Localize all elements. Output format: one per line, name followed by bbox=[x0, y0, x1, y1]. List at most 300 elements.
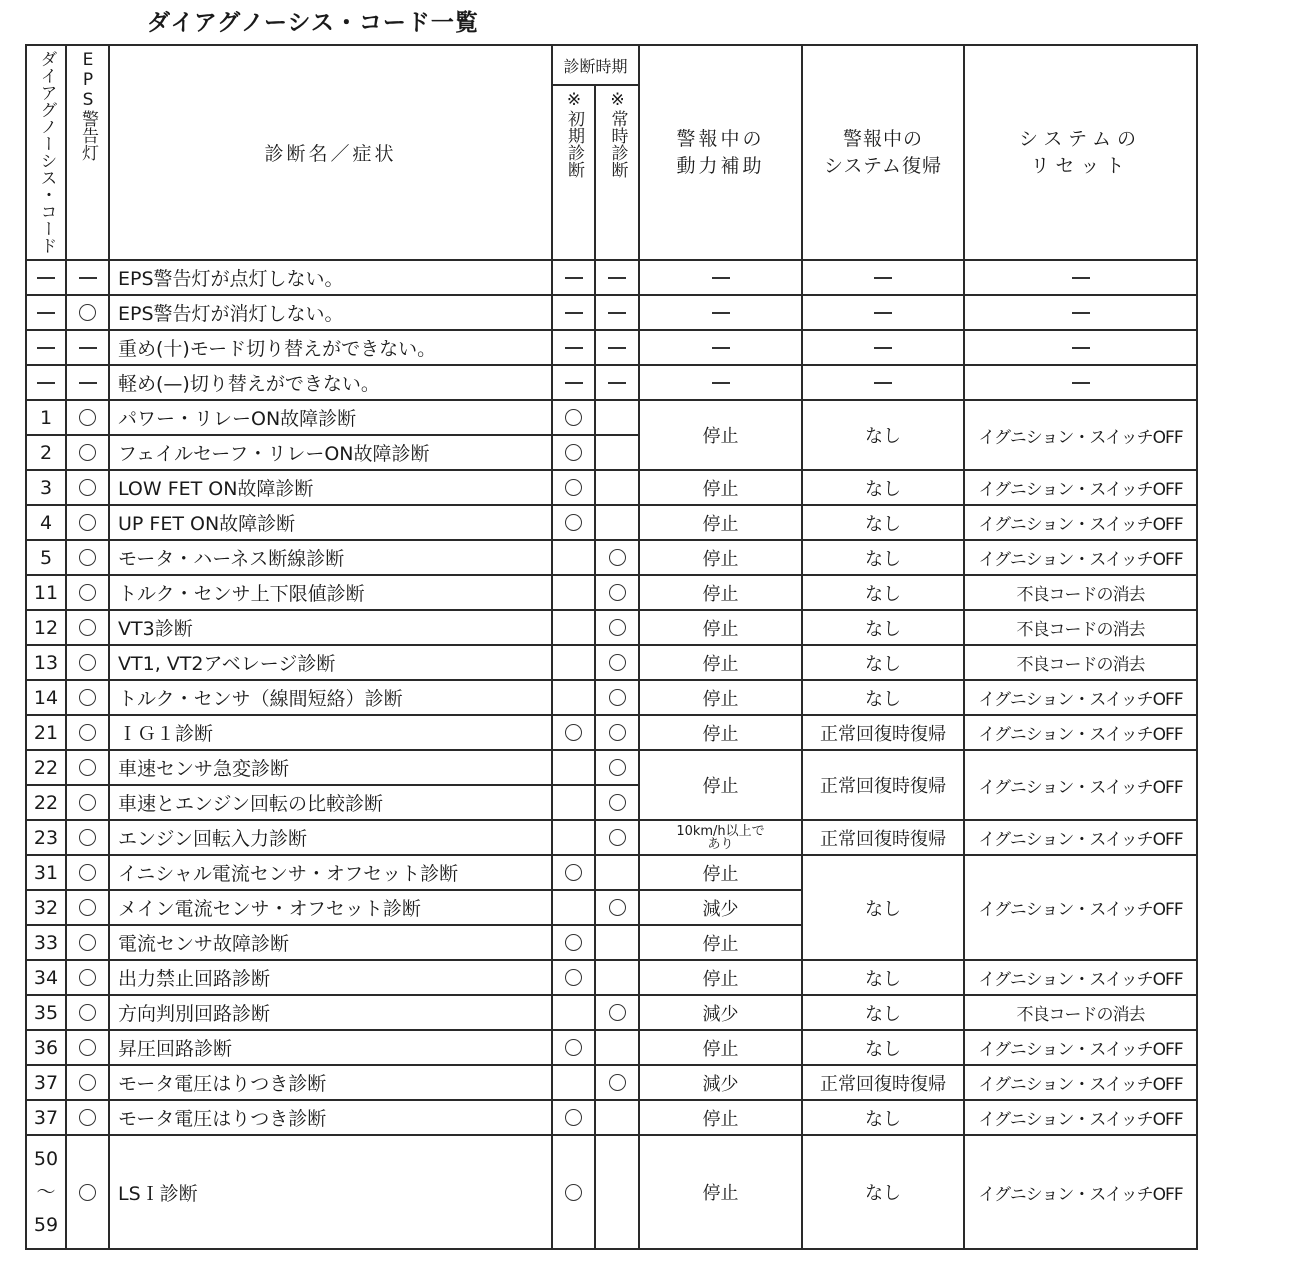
reset-cell bbox=[964, 365, 1197, 400]
code-cell bbox=[26, 295, 66, 330]
dash-mark-icon bbox=[37, 347, 55, 349]
recover-cell: なし bbox=[802, 1030, 964, 1065]
initial-diagnosis-cell bbox=[552, 1065, 595, 1100]
assist-cell: 停止 bbox=[639, 715, 802, 750]
initial-diagnosis-cell bbox=[552, 505, 595, 540]
assist-cell: 停止 bbox=[639, 400, 802, 470]
code-cell: 5 bbox=[26, 540, 66, 575]
dash-mark-icon bbox=[712, 312, 730, 314]
reset-cell: イグニション・スイッチOFF bbox=[964, 540, 1197, 575]
diagnosis-name-cell: トルク・センサ（線間短絡）診断 bbox=[109, 680, 552, 715]
assist-cell: 停止 bbox=[639, 610, 802, 645]
constant-diagnosis-cell bbox=[595, 330, 639, 365]
header-name bbox=[109, 45, 552, 260]
eps-lamp-cell bbox=[66, 470, 109, 505]
page-title: ダイアグノーシス・コード一覧 bbox=[147, 10, 479, 36]
diagnosis-name-cell: UP FET ON故障診断 bbox=[109, 505, 552, 540]
reset-cell: イグニション・スイッチOFF bbox=[964, 715, 1197, 750]
header-code-label: ダイアグノーシス・コード bbox=[36, 50, 57, 254]
reset-cell: イグニション・スイッチOFF bbox=[964, 1030, 1197, 1065]
dash-mark-icon bbox=[1072, 277, 1090, 279]
circle-mark-icon bbox=[79, 899, 96, 916]
eps-lamp-cell bbox=[66, 575, 109, 610]
table-row bbox=[26, 715, 1197, 750]
circle-mark-icon bbox=[79, 794, 96, 811]
recover-cell: なし bbox=[802, 1100, 964, 1135]
dash-mark-icon bbox=[712, 347, 730, 349]
diagnosis-name-cell: LSＩ診断 bbox=[109, 1135, 552, 1249]
recover-cell: なし bbox=[802, 470, 964, 505]
assist-cell: 減少 bbox=[639, 995, 802, 1030]
constant-diagnosis-cell bbox=[595, 470, 639, 505]
header-name-label: 診断名／症状 bbox=[264, 143, 397, 165]
diagnosis-name-cell: モータ電圧はりつき診断 bbox=[109, 1100, 552, 1135]
circle-mark-icon bbox=[609, 759, 626, 776]
circle-mark-icon bbox=[79, 654, 96, 671]
circle-mark-icon bbox=[565, 1109, 582, 1126]
dash-mark-icon bbox=[565, 347, 583, 349]
eps-lamp-cell bbox=[66, 855, 109, 890]
circle-mark-icon bbox=[609, 549, 626, 566]
table-row bbox=[26, 645, 1197, 680]
circle-mark-icon bbox=[79, 934, 96, 951]
eps-lamp-cell bbox=[66, 295, 109, 330]
reset-cell bbox=[964, 295, 1197, 330]
circle-mark-icon bbox=[79, 724, 96, 741]
assist-cell: 停止 bbox=[639, 1135, 802, 1249]
diagnosis-name-cell: 重め(十)モード切り替えができない。 bbox=[109, 330, 552, 365]
code-cell: 34 bbox=[26, 960, 66, 995]
reset-cell: イグニション・スイッチOFF bbox=[964, 400, 1197, 470]
reset-cell: 不良コードの消去 bbox=[964, 610, 1197, 645]
dash-mark-icon bbox=[874, 312, 892, 314]
eps-lamp-cell bbox=[66, 1065, 109, 1100]
initial-diagnosis-cell bbox=[552, 295, 595, 330]
eps-lamp-cell bbox=[66, 820, 109, 855]
assist-cell: 停止 bbox=[639, 925, 802, 960]
header-eps-lamp bbox=[66, 45, 109, 260]
initial-diagnosis-cell bbox=[552, 610, 595, 645]
header-initial-label: ※初期診断 bbox=[564, 90, 584, 179]
assist-cell: 停止 bbox=[639, 1030, 802, 1065]
diagnosis-name-cell: メイン電流センサ・オフセット診断 bbox=[109, 890, 552, 925]
recover-cell: なし bbox=[802, 400, 964, 470]
diagnosis-name-cell: トルク・センサ上下限値診断 bbox=[109, 575, 552, 610]
circle-mark-icon bbox=[79, 829, 96, 846]
dash-mark-icon bbox=[565, 312, 583, 314]
assist-cell: 減少 bbox=[639, 890, 802, 925]
initial-diagnosis-cell bbox=[552, 365, 595, 400]
initial-diagnosis-cell bbox=[552, 435, 595, 470]
eps-lamp-cell bbox=[66, 890, 109, 925]
reset-cell: 不良コードの消去 bbox=[964, 575, 1197, 610]
code-cell: 36 bbox=[26, 1030, 66, 1065]
dash-mark-icon bbox=[1072, 382, 1090, 384]
recover-cell: なし bbox=[802, 995, 964, 1030]
assist-cell: 停止 bbox=[639, 960, 802, 995]
code-cell: 32 bbox=[26, 890, 66, 925]
diagnosis-name-cell: 方向判別回路診断 bbox=[109, 995, 552, 1030]
circle-mark-icon bbox=[565, 724, 582, 741]
recover-cell: 正常回復時復帰 bbox=[802, 715, 964, 750]
dash-mark-icon bbox=[608, 277, 626, 279]
dash-mark-icon bbox=[874, 277, 892, 279]
header-recover bbox=[802, 45, 964, 260]
eps-lamp-cell bbox=[66, 400, 109, 435]
recover-cell: なし bbox=[802, 505, 964, 540]
dash-mark-icon bbox=[37, 277, 55, 279]
table-row bbox=[26, 995, 1197, 1030]
reset-cell: イグニション・スイッチOFF bbox=[964, 470, 1197, 505]
circle-mark-icon bbox=[79, 969, 96, 986]
dash-mark-icon bbox=[1072, 347, 1090, 349]
eps-lamp-cell bbox=[66, 680, 109, 715]
table-row bbox=[26, 1100, 1197, 1135]
eps-lamp-cell bbox=[66, 435, 109, 470]
initial-diagnosis-cell bbox=[552, 960, 595, 995]
eps-lamp-cell bbox=[66, 260, 109, 295]
constant-diagnosis-cell bbox=[595, 1100, 639, 1135]
constant-diagnosis-cell bbox=[595, 855, 639, 890]
table-row bbox=[26, 820, 1197, 855]
table-row bbox=[26, 400, 1197, 435]
diagnosis-name-cell: モータ電圧はりつき診断 bbox=[109, 1065, 552, 1100]
reset-cell: イグニション・スイッチOFF bbox=[964, 1135, 1197, 1249]
circle-mark-icon bbox=[79, 619, 96, 636]
table-row bbox=[26, 260, 1197, 295]
recover-cell: なし bbox=[802, 610, 964, 645]
circle-mark-icon bbox=[609, 1004, 626, 1021]
dash-mark-icon bbox=[712, 277, 730, 279]
eps-lamp-cell bbox=[66, 540, 109, 575]
dash-mark-icon bbox=[608, 382, 626, 384]
circle-mark-icon bbox=[79, 1004, 96, 1021]
constant-diagnosis-cell bbox=[595, 960, 639, 995]
code-cell: 12 bbox=[26, 610, 66, 645]
constant-diagnosis-cell bbox=[595, 645, 639, 680]
reset-cell: イグニション・スイッチOFF bbox=[964, 1065, 1197, 1100]
circle-mark-icon bbox=[79, 689, 96, 706]
reset-cell: イグニション・スイッチOFF bbox=[964, 680, 1197, 715]
code-range-part: 〜 bbox=[36, 1180, 56, 1203]
diagnosis-name-cell: EPS警告灯が消灯しない。 bbox=[109, 295, 552, 330]
assist-note-line: あり bbox=[707, 836, 734, 852]
circle-mark-icon bbox=[609, 619, 626, 636]
recover-cell: なし bbox=[802, 1135, 964, 1249]
reset-cell: 不良コードの消去 bbox=[964, 995, 1197, 1030]
header-recover-line1: 警報中の bbox=[842, 127, 923, 150]
constant-diagnosis-cell bbox=[595, 750, 639, 785]
assist-cell bbox=[639, 365, 802, 400]
constant-diagnosis-cell bbox=[595, 820, 639, 855]
header-reset-line2: リセット bbox=[1030, 154, 1131, 177]
circle-mark-icon bbox=[79, 549, 96, 566]
code-cell: 21 bbox=[26, 715, 66, 750]
constant-diagnosis-cell bbox=[595, 365, 639, 400]
table-row bbox=[26, 330, 1197, 365]
recover-cell bbox=[802, 295, 964, 330]
table-row bbox=[26, 855, 1197, 890]
code-cell bbox=[26, 330, 66, 365]
reset-cell bbox=[964, 260, 1197, 295]
code-cell: 13 bbox=[26, 645, 66, 680]
assist-cell: 停止 bbox=[639, 575, 802, 610]
initial-diagnosis-cell bbox=[552, 575, 595, 610]
dash-mark-icon bbox=[79, 382, 97, 384]
table-row bbox=[26, 365, 1197, 400]
diagnosis-name-cell: モータ・ハーネス断線診断 bbox=[109, 540, 552, 575]
recover-cell bbox=[802, 365, 964, 400]
table-row bbox=[26, 470, 1197, 505]
diagnosis-name-cell: 車速センサ急変診断 bbox=[109, 750, 552, 785]
eps-lamp-cell bbox=[66, 505, 109, 540]
dash-mark-icon bbox=[79, 347, 97, 349]
header-assist bbox=[639, 45, 802, 260]
constant-diagnosis-cell bbox=[595, 680, 639, 715]
header-timing: 診断時期 bbox=[552, 45, 639, 85]
code-cell bbox=[26, 260, 66, 295]
diagnosis-name-cell: 昇圧回路診断 bbox=[109, 1030, 552, 1065]
diagnosis-name-cell: パワー・リレーON故障診断 bbox=[109, 400, 552, 435]
table-row bbox=[26, 1065, 1197, 1100]
assist-cell: 減少 bbox=[639, 1065, 802, 1100]
table-row bbox=[26, 1030, 1197, 1065]
eps-lamp-cell bbox=[66, 645, 109, 680]
code-range-part: 50 bbox=[33, 1147, 59, 1170]
circle-mark-icon bbox=[609, 689, 626, 706]
assist-cell bbox=[639, 260, 802, 295]
header-reset bbox=[964, 45, 1197, 260]
dash-mark-icon bbox=[37, 382, 55, 384]
table-row bbox=[26, 610, 1197, 645]
table-row bbox=[26, 295, 1197, 330]
code-cell: 35 bbox=[26, 995, 66, 1030]
circle-mark-icon bbox=[609, 1074, 626, 1091]
circle-mark-icon bbox=[79, 514, 96, 531]
initial-diagnosis-cell bbox=[552, 925, 595, 960]
code-cell: 22 bbox=[26, 785, 66, 820]
reset-cell: イグニション・スイッチOFF bbox=[964, 820, 1197, 855]
constant-diagnosis-cell bbox=[595, 540, 639, 575]
table-row bbox=[26, 750, 1197, 785]
dash-mark-icon bbox=[565, 382, 583, 384]
header-constant-label: ※常時診断 bbox=[607, 90, 628, 179]
code-cell: 3 bbox=[26, 470, 66, 505]
header-constant bbox=[595, 85, 639, 260]
circle-mark-icon bbox=[79, 479, 96, 496]
reset-cell: イグニション・スイッチOFF bbox=[964, 960, 1197, 995]
initial-diagnosis-cell bbox=[552, 995, 595, 1030]
eps-lamp-cell bbox=[66, 1100, 109, 1135]
circle-mark-icon bbox=[565, 864, 582, 881]
header-reset-line1: システムの bbox=[1018, 127, 1143, 150]
initial-diagnosis-cell bbox=[552, 785, 595, 820]
eps-lamp-cell bbox=[66, 365, 109, 400]
constant-diagnosis-cell bbox=[595, 995, 639, 1030]
code-cell: 14 bbox=[26, 680, 66, 715]
dash-mark-icon bbox=[79, 277, 97, 279]
initial-diagnosis-cell bbox=[552, 645, 595, 680]
circle-mark-icon bbox=[79, 1074, 96, 1091]
constant-diagnosis-cell bbox=[595, 435, 639, 470]
recover-cell: なし bbox=[802, 960, 964, 995]
constant-diagnosis-cell bbox=[595, 505, 639, 540]
code-cell: 37 bbox=[26, 1065, 66, 1100]
table-row bbox=[26, 540, 1197, 575]
recover-cell: 正常回復時復帰 bbox=[802, 750, 964, 820]
initial-diagnosis-cell bbox=[552, 1100, 595, 1135]
dash-mark-icon bbox=[608, 347, 626, 349]
constant-diagnosis-cell bbox=[595, 925, 639, 960]
code-cell bbox=[26, 365, 66, 400]
circle-mark-icon bbox=[79, 1109, 96, 1126]
eps-lamp-cell bbox=[66, 750, 109, 785]
recover-cell: 正常回復時復帰 bbox=[802, 1065, 964, 1100]
assist-cell bbox=[639, 295, 802, 330]
header-assist-line2: 動力補助 bbox=[676, 154, 765, 177]
initial-diagnosis-cell bbox=[552, 820, 595, 855]
code-cell: 2 bbox=[26, 435, 66, 470]
constant-diagnosis-cell bbox=[595, 890, 639, 925]
circle-mark-icon bbox=[79, 409, 96, 426]
diagnosis-name-cell: LOW FET ON故障診断 bbox=[109, 470, 552, 505]
eps-lamp-cell bbox=[66, 785, 109, 820]
code-cell: 33 bbox=[26, 925, 66, 960]
recover-cell bbox=[802, 260, 964, 295]
code-cell bbox=[26, 1135, 66, 1249]
recover-cell: なし bbox=[802, 680, 964, 715]
eps-lamp-cell bbox=[66, 330, 109, 365]
table-row bbox=[26, 575, 1197, 610]
eps-lamp-cell bbox=[66, 925, 109, 960]
initial-diagnosis-cell bbox=[552, 540, 595, 575]
circle-mark-icon bbox=[79, 1184, 96, 1201]
recover-cell: なし bbox=[802, 645, 964, 680]
recover-cell: なし bbox=[802, 855, 964, 960]
initial-diagnosis-cell bbox=[552, 1030, 595, 1065]
diagnosis-name-cell: VT1, VT2アベレージ診断 bbox=[109, 645, 552, 680]
initial-diagnosis-cell bbox=[552, 330, 595, 365]
initial-diagnosis-cell bbox=[552, 855, 595, 890]
initial-diagnosis-cell bbox=[552, 470, 595, 505]
constant-diagnosis-cell bbox=[595, 1030, 639, 1065]
assist-cell: 停止 bbox=[639, 645, 802, 680]
initial-diagnosis-cell bbox=[552, 680, 595, 715]
circle-mark-icon bbox=[565, 444, 582, 461]
header-code bbox=[26, 45, 66, 260]
assist-cell: 停止 bbox=[639, 505, 802, 540]
constant-diagnosis-cell bbox=[595, 1135, 639, 1249]
circle-mark-icon bbox=[79, 759, 96, 776]
circle-mark-icon bbox=[79, 1039, 96, 1056]
recover-cell: なし bbox=[802, 540, 964, 575]
diagnosis-name-cell: 車速とエンジン回転の比較診断 bbox=[109, 785, 552, 820]
diagnosis-code-table bbox=[25, 44, 1198, 1250]
table-row bbox=[26, 505, 1197, 540]
constant-diagnosis-cell bbox=[595, 715, 639, 750]
code-cell: 11 bbox=[26, 575, 66, 610]
diagnosis-name-cell: イニシャル電流センサ・オフセット診断 bbox=[109, 855, 552, 890]
circle-mark-icon bbox=[79, 584, 96, 601]
constant-diagnosis-cell bbox=[595, 400, 639, 435]
initial-diagnosis-cell bbox=[552, 890, 595, 925]
dash-mark-icon bbox=[608, 312, 626, 314]
circle-mark-icon bbox=[565, 514, 582, 531]
code-cell: 4 bbox=[26, 505, 66, 540]
reset-cell: 不良コードの消去 bbox=[964, 645, 1197, 680]
diagnosis-name-cell: 電流センサ故障診断 bbox=[109, 925, 552, 960]
assist-cell: 停止 bbox=[639, 680, 802, 715]
constant-diagnosis-cell bbox=[595, 610, 639, 645]
code-cell: 31 bbox=[26, 855, 66, 890]
constant-diagnosis-cell bbox=[595, 1065, 639, 1100]
constant-diagnosis-cell bbox=[595, 785, 639, 820]
dash-mark-icon bbox=[874, 347, 892, 349]
circle-mark-icon bbox=[565, 934, 582, 951]
diagnosis-name-cell: 出力禁止回路診断 bbox=[109, 960, 552, 995]
dash-mark-icon bbox=[565, 277, 583, 279]
recover-cell: なし bbox=[802, 575, 964, 610]
assist-cell: 停止 bbox=[639, 470, 802, 505]
assist-cell: 停止 bbox=[639, 540, 802, 575]
circle-mark-icon bbox=[565, 969, 582, 986]
dash-mark-icon bbox=[1072, 312, 1090, 314]
code-cell: 22 bbox=[26, 750, 66, 785]
assist-cell: 停止 bbox=[639, 1100, 802, 1135]
circle-mark-icon bbox=[565, 1184, 582, 1201]
eps-lamp-cell bbox=[66, 1135, 109, 1249]
eps-lamp-cell bbox=[66, 995, 109, 1030]
initial-diagnosis-cell bbox=[552, 715, 595, 750]
circle-mark-icon bbox=[79, 444, 96, 461]
constant-diagnosis-cell bbox=[595, 260, 639, 295]
eps-lamp-cell bbox=[66, 960, 109, 995]
diagnosis-name-cell: EPS警告灯が点灯しない。 bbox=[109, 260, 552, 295]
circle-mark-icon bbox=[565, 479, 582, 496]
header-eps-lamp-label: EPS警告灯 bbox=[78, 50, 98, 161]
code-cell: 23 bbox=[26, 820, 66, 855]
reset-cell: イグニション・スイッチOFF bbox=[964, 505, 1197, 540]
table-row bbox=[26, 1135, 1197, 1249]
circle-mark-icon bbox=[565, 1039, 582, 1056]
initial-diagnosis-cell bbox=[552, 260, 595, 295]
initial-diagnosis-cell bbox=[552, 1135, 595, 1249]
diagnosis-name-cell: VT3診断 bbox=[109, 610, 552, 645]
circle-mark-icon bbox=[609, 654, 626, 671]
header-recover-line2: システム復帰 bbox=[823, 154, 943, 177]
circle-mark-icon bbox=[79, 864, 96, 881]
initial-diagnosis-cell bbox=[552, 750, 595, 785]
dash-mark-icon bbox=[874, 382, 892, 384]
eps-lamp-cell bbox=[66, 715, 109, 750]
reset-cell: イグニション・スイッチOFF bbox=[964, 750, 1197, 820]
dash-mark-icon bbox=[37, 312, 55, 314]
circle-mark-icon bbox=[609, 899, 626, 916]
code-range-part: 59 bbox=[33, 1213, 59, 1236]
eps-lamp-cell bbox=[66, 1030, 109, 1065]
header-assist-line1: 警報中の bbox=[676, 127, 765, 150]
circle-mark-icon bbox=[609, 584, 626, 601]
constant-diagnosis-cell bbox=[595, 575, 639, 610]
circle-mark-icon bbox=[609, 829, 626, 846]
reset-cell: イグニション・スイッチOFF bbox=[964, 1100, 1197, 1135]
circle-mark-icon bbox=[609, 724, 626, 741]
dash-mark-icon bbox=[712, 382, 730, 384]
recover-cell: 正常回復時復帰 bbox=[802, 820, 964, 855]
eps-lamp-cell bbox=[66, 610, 109, 645]
diagnosis-name-cell: ＩＧ１診断 bbox=[109, 715, 552, 750]
recover-cell bbox=[802, 330, 964, 365]
